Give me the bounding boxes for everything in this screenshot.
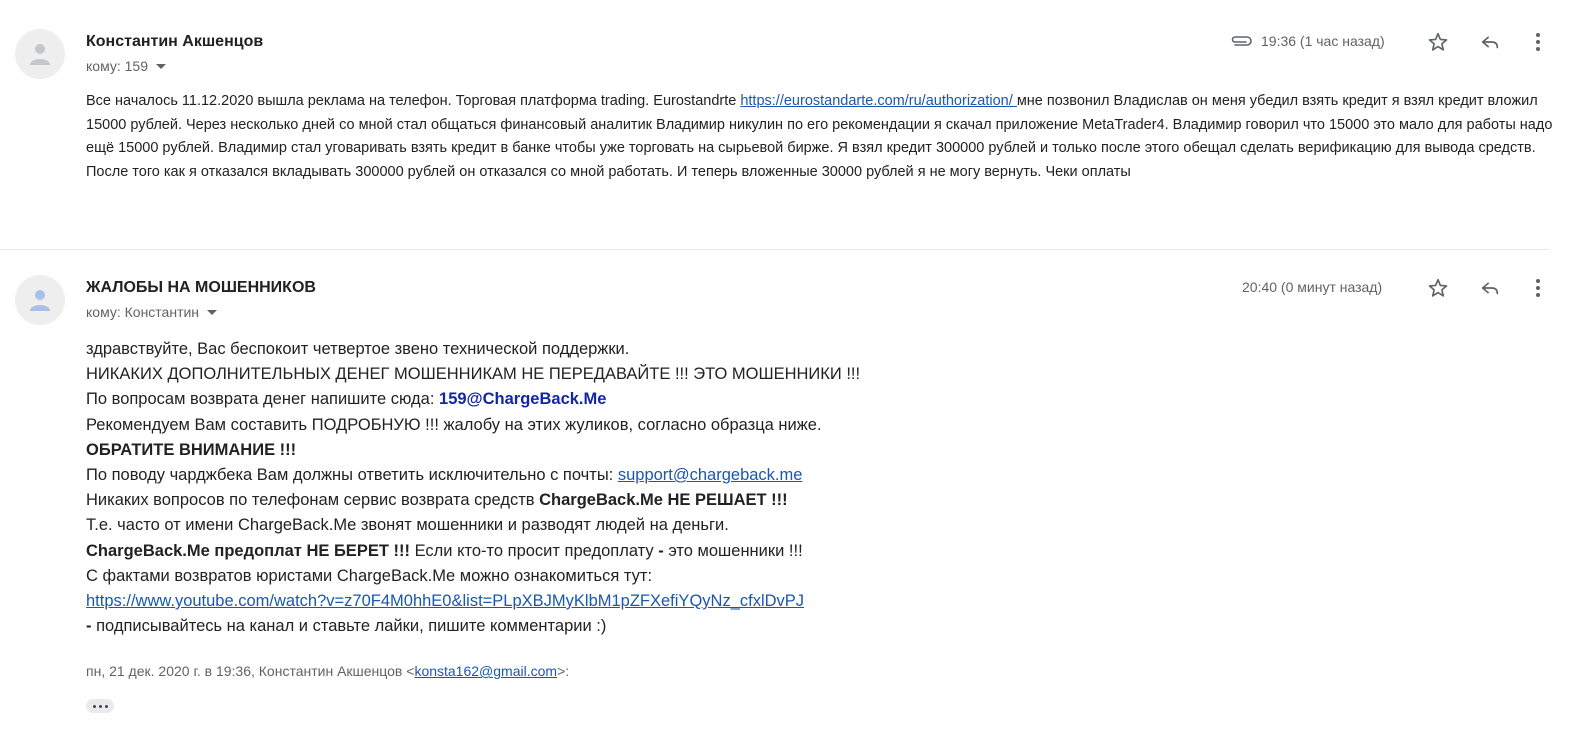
body-line: С фактами возвратов юристами ChargeBack.Me можно ознакомиться тут:: [86, 566, 653, 585]
more-options-button[interactable]: [1524, 274, 1552, 302]
chevron-down-icon: [156, 64, 166, 69]
authorization-link[interactable]: https://eurostandarte.com/ru/authorization/: [740, 93, 1017, 109]
quote-tail: >:: [557, 663, 570, 679]
recipient-dropdown[interactable]: [86, 58, 166, 74]
body-line: здравствуйте, Вас беспокоит четвертое звено технической поддержки.: [86, 340, 630, 358]
dot: [105, 705, 108, 708]
body-line: [86, 589, 1186, 614]
recipient-label: кому: 159: [86, 58, 148, 74]
dot: [99, 705, 102, 708]
body-bold: ChargeBack.Me НЕ РЕШАЕТ !!!: [539, 491, 788, 510]
person-icon: [28, 41, 52, 67]
more-vert-icon: [1535, 278, 1541, 298]
body-line: [86, 488, 1186, 513]
body-text: По поводу чарджбека Вам должны ответить исключительно с почты:: [86, 466, 618, 485]
quoted-header: [86, 663, 569, 679]
body-text: подписывайтесь на канал и ставьте лайки, пишите комментарии :): [91, 617, 607, 636]
body-text: По вопросам возврата денег напишите сюда:: [86, 390, 440, 409]
attention-heading: ОБРАТИТЕ ВНИМАНИЕ !!!: [86, 440, 297, 459]
sender-avatar[interactable]: [15, 29, 65, 79]
body-line: [86, 614, 1186, 639]
body-text-start: Все началось 11.12.2020 вышла реклама на телефон. Торговая платформа trading. Eurostandrte: [86, 93, 741, 109]
star-button[interactable]: [1424, 274, 1452, 302]
sender-name[interactable]: ЖАЛОБЫ НА МОШЕННИКОВ: [86, 279, 316, 296]
message-time: 20:40 (0 минут назад): [1242, 279, 1383, 295]
body-line: Рекомендуем Вам составить ПОДРОБНУЮ !!! жалобу на этих жуликов, согласно образца ниже.: [86, 415, 822, 434]
body-line: [86, 539, 1186, 564]
body-text: Если кто-то просит предоплату: [409, 541, 659, 560]
body-line: [86, 438, 1186, 463]
message-time-row: [1229, 33, 1385, 49]
message-actions: [1424, 274, 1552, 302]
body-text-rest: мне позвонил Владислав он меня убедил взять кредит я взял кредит вложил 15000 рублей. Через несколько дней со мной стал общаться финансовый аналитик Владимир никулин по его рекомендации я скачал приложение MetaTrader4. Владимир говорил что 15000 это мало для работы надо ещё 15000 рублей. Владимир стал уговаривать взять кредит в банке чтобы уже торговать на сырьевой бирже. Я взял кредит 300000 рублей и только после этого обещал сделать верификацию для вывода средств. После того как я отказался вкладывать 300000 рублей он отказался со мной работать. И теперь вложенные 30000 рублей я не могу вернуть. Чеки оплаты: [86, 93, 1553, 180]
chevron-down-icon: [207, 310, 217, 315]
person-icon: [28, 287, 52, 313]
quote-text: пн, 21 дек. 2020 г. в 19:36, Константин Акшенцов <: [86, 663, 415, 679]
body-bold: -: [86, 617, 92, 636]
message-body: [86, 337, 1186, 639]
chargeback-email-link[interactable]: 159@ChargeBack.Me: [439, 390, 607, 409]
body-bold: -: [658, 541, 664, 560]
star-icon: [1427, 31, 1449, 53]
body-line: НИКАКИХ ДОПОЛНИТЕЛЬНЫХ ДЕНЕГ МОШЕННИКАМ НЕ ПЕРЕДАВАЙТЕ !!! ЭТО МОШЕННИКИ !!!: [86, 365, 861, 384]
recipient-label: кому: Константин: [86, 304, 200, 320]
dot: [93, 705, 96, 708]
more-vert-icon: [1535, 32, 1541, 52]
star-button[interactable]: [1424, 28, 1452, 56]
show-trimmed-content-button[interactable]: [86, 699, 114, 713]
body-text: это мошенники !!!: [663, 541, 803, 560]
support-email-link[interactable]: support@chargeback.me: [617, 466, 803, 485]
sender-name[interactable]: Константин Акшенцов: [86, 33, 264, 50]
sender-avatar[interactable]: [15, 275, 65, 325]
recipient-dropdown[interactable]: [86, 304, 217, 320]
message-time: 19:36 (1 час назад): [1261, 33, 1385, 49]
reply-icon: [1479, 277, 1501, 299]
sender-email-link[interactable]: konsta162@gmail.com: [414, 663, 558, 679]
message-time-row: [1242, 279, 1382, 295]
body-line: [86, 387, 1186, 412]
body-bold: ChargeBack.Me предоплат НЕ БЕРЕТ !!!: [86, 541, 410, 560]
reply-icon: [1479, 31, 1501, 53]
reply-button[interactable]: [1476, 274, 1504, 302]
message-body: [86, 90, 1556, 184]
reply-button[interactable]: [1476, 28, 1504, 56]
more-options-button[interactable]: [1524, 28, 1552, 56]
body-text: Никаких вопросов по телефонам сервис возврата средств: [86, 491, 540, 510]
body-line: Т.е. часто от имени ChargeBack.Me звонят мошенники и разводят людей на деньги.: [86, 516, 729, 535]
body-line: [86, 463, 1186, 488]
attachment-icon[interactable]: [1229, 34, 1253, 48]
youtube-link[interactable]: https://www.youtube.com/watch?v=z70F4M0hhE0&list=PLpXBJMyKlbM1pZFXefiYQyNz_cfxlDvPJ: [86, 592, 805, 611]
message-actions: [1424, 28, 1552, 56]
star-icon: [1427, 277, 1449, 299]
message-1: [0, 0, 1572, 249]
